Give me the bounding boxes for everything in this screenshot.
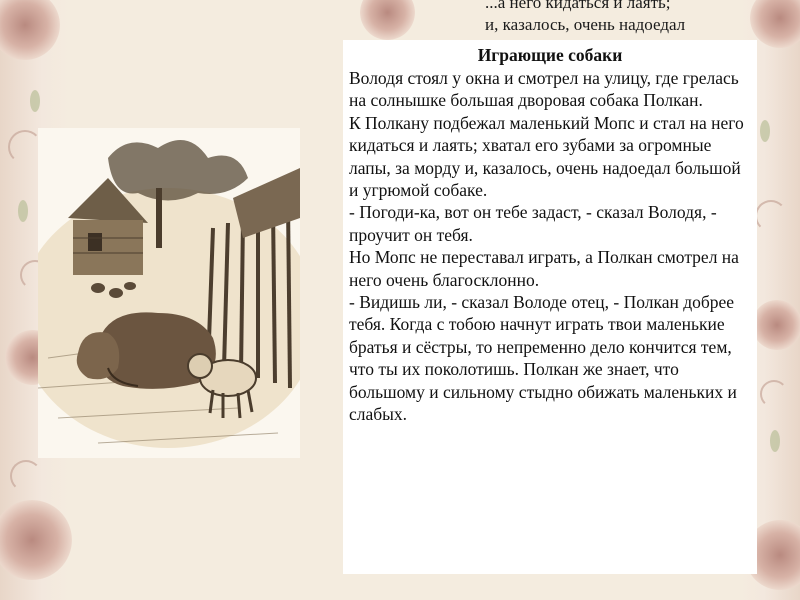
background-text xyxy=(355,0,755,36)
story-paragraph: - Погоди-ка, вот он тебе задаст, - сказал Володя, - проучит он тебя. xyxy=(349,202,717,245)
leaf-ornament xyxy=(30,90,40,112)
story-illustration xyxy=(38,128,300,458)
flower-ornament xyxy=(0,500,72,580)
dogs-sketch-image xyxy=(38,128,300,458)
leaf-ornament xyxy=(760,120,770,142)
flower-ornament xyxy=(752,300,800,350)
story-paragraph: Володя стоял у окна и смотрел на улицу, где грелась на солнышке большая дворовая собака Полкан. xyxy=(349,68,739,111)
scroll-ornament xyxy=(8,130,42,164)
background-text-line: и, казалось, очень надоедал xyxy=(485,15,686,34)
story-body xyxy=(343,67,757,426)
scroll-ornament xyxy=(755,200,787,232)
story-paragraph: - Видишь ли, - сказал Володе отец, - Полкан добрее тебя. Когда с тобою начнут играть твои маленькие братья и сёстры, то непременно дело кончится тем, что ты их поколотишь. Полкан же знает, что большому и сильному стыдно обижать маленьких и слабых. xyxy=(349,292,737,425)
leaf-ornament xyxy=(18,200,28,222)
flower-ornament xyxy=(0,0,60,60)
story-card xyxy=(343,40,757,574)
background-text-line: ...а него кидаться и лаять; xyxy=(485,0,671,12)
story-paragraph: К Полкану подбежал маленький Мопс и стал на него кидаться и лаять; хватал его зубами за огромные лапы, за морду и, казалось, очень надоедал большой и угрюмой собаке. xyxy=(349,112,744,201)
scroll-ornament xyxy=(10,460,42,492)
story-title: Играющие собаки xyxy=(477,45,623,65)
flower-ornament xyxy=(750,0,800,48)
leaf-ornament xyxy=(770,430,780,452)
story-paragraph: Но Мопс не переставал играть, а Полкан смотрел на него очень благосклонно. xyxy=(349,247,739,290)
scroll-ornament xyxy=(760,380,788,408)
